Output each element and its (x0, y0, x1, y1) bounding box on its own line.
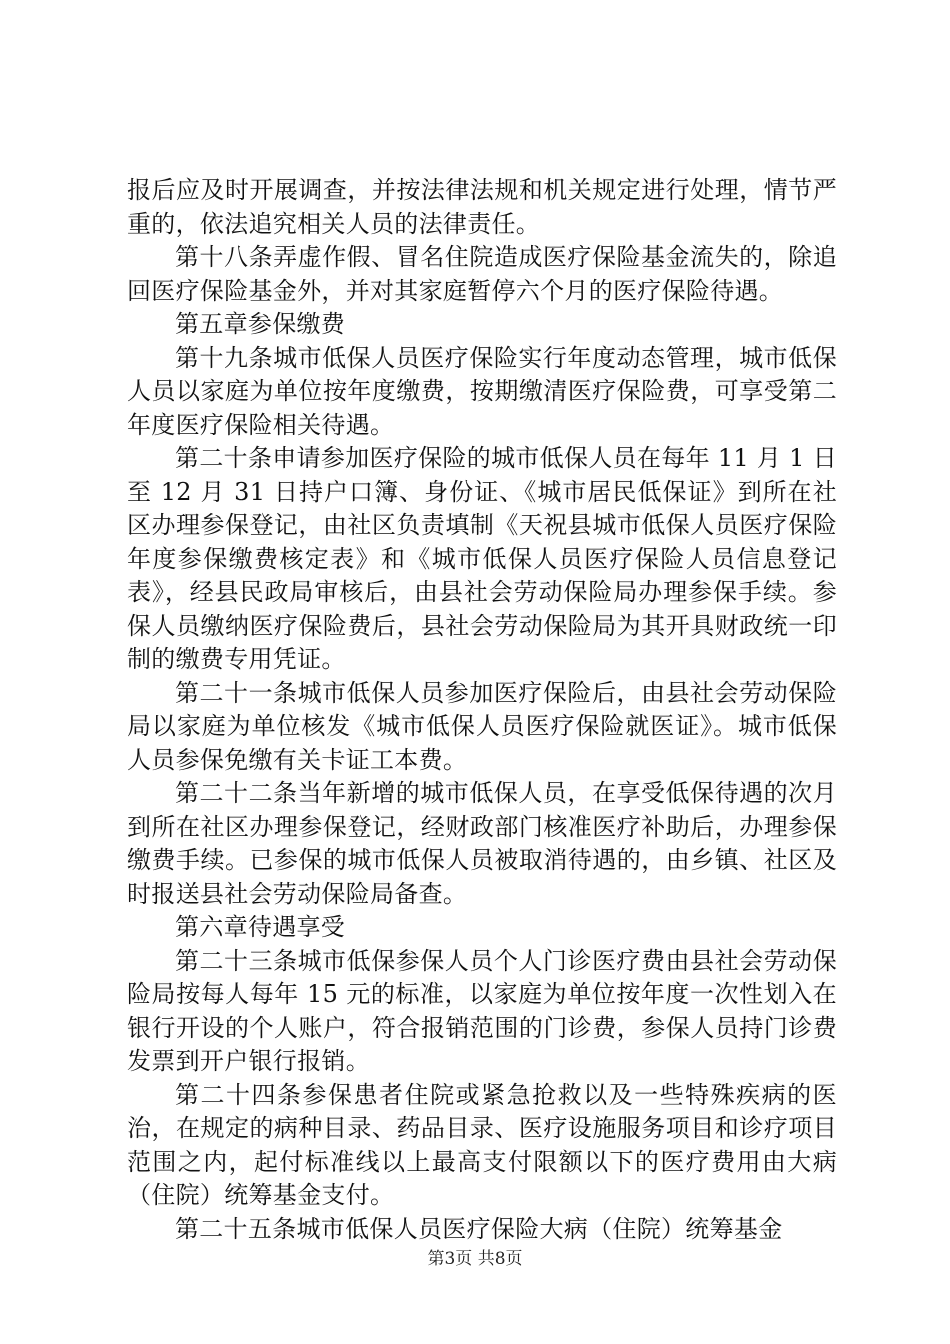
paragraph: 第二十一条城市低保人员参加医疗保险后，由县社会劳动保险局以家庭为单位核发《城市低保人员医疗保险就医证》。城市低保人员参保免缴有关卡证工本费。 (127, 678, 837, 774)
paragraph: 第二十三条城市低保参保人员个人门诊医疗费由县社会劳动保险局按每人每年 15 元的标准，以家庭为单位按年度一次性划入在银行开设的个人账户，符合报销范围的门诊费，参保人员持门诊费发票到开户银行报销。 (127, 946, 837, 1075)
chapter-heading: 第六章待遇享受 (175, 913, 346, 941)
paragraph: 报后应及时开展调查，并按法律法规和机关规定进行处理，情节严重的，依法追究相关人员的法律责任。 (127, 176, 837, 238)
paragraph: 第十九条城市低保人员医疗保险实行年度动态管理，城市低保人员以家庭为单位按年度缴费，按期缴清医疗保险费，可享受第二年度医疗保险相关待遇。 (127, 343, 837, 439)
paragraph: 第二十二条当年新增的城市低保人员，在享受低保待遇的次月到所在社区办理参保登记，经财政部门核准医疗补助后，办理参保缴费手续。已参保的城市低保人员被取消待遇的，由乡镇、社区及时报送县社会劳动保险局备查。 (127, 779, 837, 908)
chapter-heading: 第五章参保缴费 (175, 310, 346, 338)
document-body (127, 174, 837, 1246)
paragraph: 第二十四条参保患者住院或紧急抢救以及一些特殊疾病的医治，在规定的病种目录、药品目录、医疗设施服务项目和诊疗项目范围之内，起付标准线以上最高支付限额以下的医疗费用由大病（住院）统筹基金支付。 (127, 1080, 837, 1209)
page-number: 第3页 共8页 (427, 1249, 523, 1269)
paragraph: 第二十五条城市低保人员医疗保险大病（住院）统筹基金 (175, 1214, 783, 1243)
paragraph: 第十八条弄虚作假、冒名住院造成医疗保险基金流失的，除追回医疗保险基金外，并对其家庭暂停六个月的医疗保险待遇。 (127, 243, 837, 305)
page-footer (0, 1244, 950, 1269)
paragraph: 第二十条申请参加医疗保险的城市低保人员在每年 11 月 1 日至 12 月 31 日持户口簿、身份证、《城市居民低保证》到所在社区办理参保登记，由社区负责填制《天祝县城市低保人员医疗保险年度参保缴费核定表》和《城市低保人员医疗保险人员信息登记表》，经县民政局审核后，由县社会劳动保险局办理参保手续。参保人员缴纳医疗保险费后，县社会劳动保险局为其开具财政统一印制的缴费专用凭证。 (127, 444, 837, 673)
